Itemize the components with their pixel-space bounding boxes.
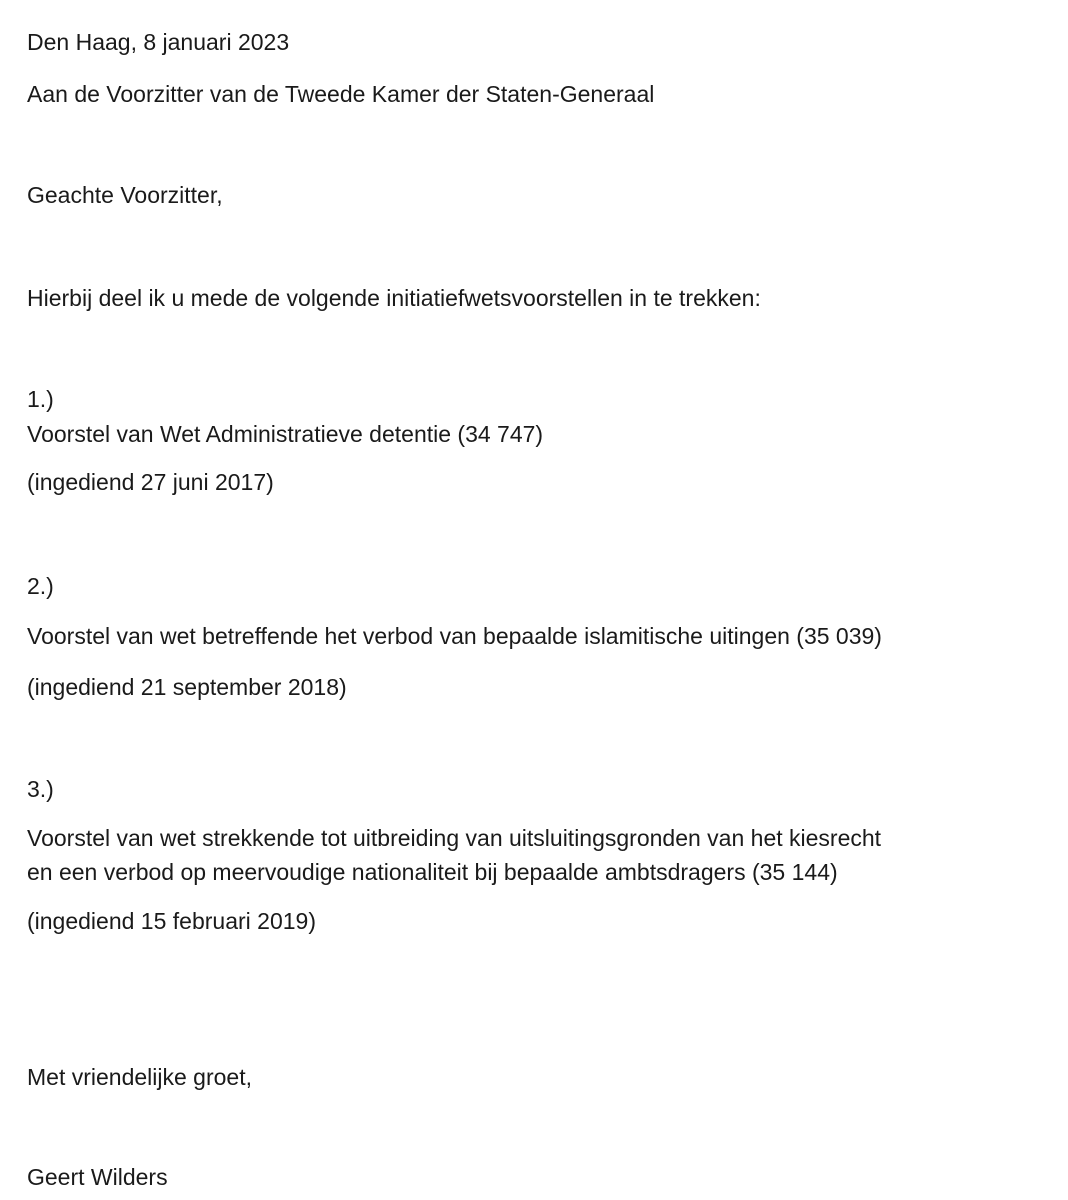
addressee: Aan de Voorzitter van de Tweede Kamer der Staten-Generaal (27, 81, 655, 107)
item-number: 2.) (27, 573, 54, 599)
item-title-line-2: en een verbod op meervoudige nationaliteit bij bepaalde ambtsdragers (35 144) (27, 859, 838, 885)
intro-text: Hierbij deel ik u mede de volgende initiatiefwetsvoorstellen in te trekken: (27, 285, 761, 311)
item-submitted: (ingediend 27 juni 2017) (27, 469, 274, 495)
item-title: Voorstel van Wet Administratieve detentie (34 747) (27, 421, 544, 447)
salutation: Geachte Voorzitter, (27, 182, 223, 208)
item-submitted: (ingediend 21 september 2018) (27, 674, 347, 700)
closing: Met vriendelijke groet, (27, 1064, 252, 1090)
item-submitted: (ingediend 15 februari 2019) (27, 908, 316, 934)
item-title-line-1: Voorstel van wet strekkende tot uitbreiding van uitsluitingsgronden van het kiesrecht (27, 825, 882, 851)
item-number: 3.) (27, 776, 54, 802)
signature-name: Geert Wilders (27, 1164, 168, 1190)
item-number: 1.) (27, 386, 54, 412)
place-date: Den Haag, 8 januari 2023 (27, 29, 290, 55)
item-title: Voorstel van wet betreffende het verbod van bepaalde islamitische uitingen (35 039) (27, 623, 882, 649)
